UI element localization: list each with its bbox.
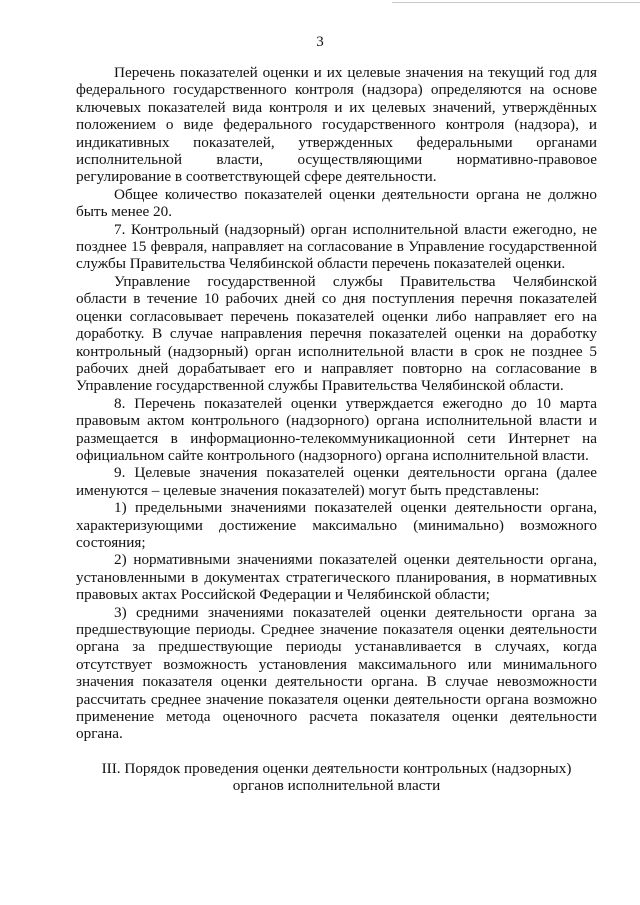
page-number: 3	[316, 34, 324, 50]
section-heading-line-2: органов исполнительной власти	[232, 777, 441, 795]
paragraph-subitem-1: 1) предельными значениями показателей оценки деятельности органа, характеризующими достижение максимально (минимально) возможного состояния;	[76, 499, 597, 551]
paragraph-subitem-2: 2) нормативными значениями показателей оценки деятельности органа, установленными в документах стратегического планирования, в нормативных правовых актах Российской Федерации и Челябинской области;	[76, 551, 597, 604]
section-heading	[76, 760, 597, 795]
paragraph-item-7: 7. Контрольный (надзорный) орган исполнительной власти ежегодно, не позднее 15 февраля, направляет на согласование в Управление государственной службы Правительства Челябинской области перечень показателей оценки.	[76, 220, 597, 273]
paragraph-indicators-list: Перечень показателей оценки и их целевые значения на текущий год для федерального государственного контроля (надзора) определяются на основе ключевых показателей вида контроля и их целевых значений, утверждённых положением о виде федерального государственного контроля (надзора), и индикативных показателей, утвержденных федеральными органами исполнительной власти, осуществляющими нормативно-правовое регулирование в соответствующей сфере деятельности.	[76, 64, 597, 186]
top-edge-rule	[392, 2, 640, 3]
paragraph-subitem-3: 3) средними значениями показателей оценки деятельности органа за предшествующие периоды. Среднее значение показателя оценки деятельности органа за предшествующие периоды устанавливается в случаях, когда отсутствует возможность установления максимального или минимального значения показателя оценки деятельности органа. В случае невозможности рассчитать среднее значение показателя оценки деятельности органа возможно применение метода оценочного расчета показателя оценки деятельности органа.	[76, 603, 597, 743]
paragraph-approval-procedure: Управление государственной службы Правительства Челябинской области в течение 10 рабочих дней со дня поступления перечня показателей оценки согласовывает перечень показателей оценки либо направляет его на доработку. В случае направления перечня показателей оценки на доработку контрольный (надзорный) орган исполнительной власти в срок не позднее 5 рабочих дней дорабатывает его и направляет повторно на согласование в Управление государственной службы Правительства Челябинской области.	[76, 272, 597, 395]
document-body	[76, 64, 597, 743]
paragraph-item-8: 8. Перечень показателей оценки утверждается ежегодно до 10 марта правовым актом контрольного (надзорного) органа исполнительной власти и размещается в информационно-телекоммуникационной сети Интернет на официальном сайте контрольного (надзорного) органа исполнительной власти.	[76, 394, 597, 464]
paragraph-item-9: 9. Целевые значения показателей оценки деятельности органа (далее именуются – целевые значения показателей) могут быть представлены:	[76, 464, 597, 499]
section-heading-line-1: III. Порядок проведения оценки деятельности контрольных (надзорных)	[101, 760, 572, 777]
paragraph-indicators-count: Общее количество показателей оценки деятельности органа не должно быть менее 20.	[76, 185, 597, 221]
